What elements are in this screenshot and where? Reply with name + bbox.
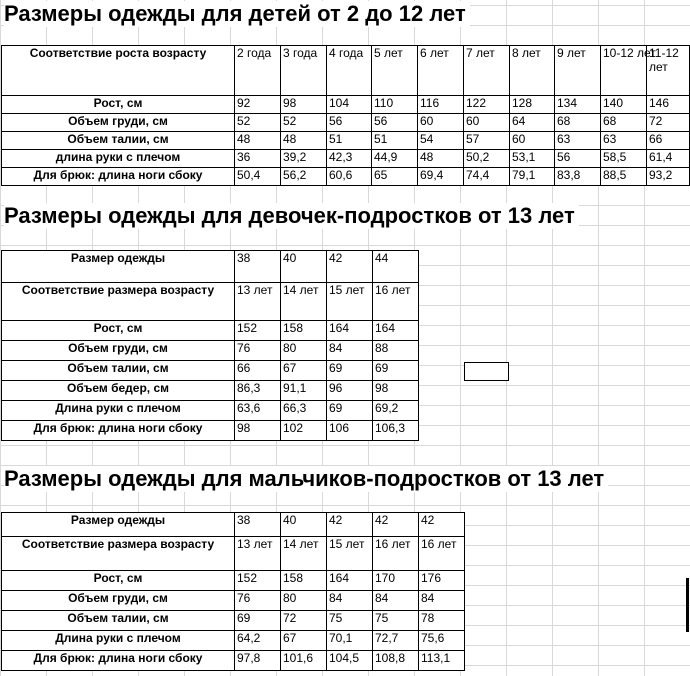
kids-value-cell[interactable]: 39,2 — [281, 150, 327, 168]
kids-header-row — [2, 46, 690, 96]
kids-value-cell[interactable]: 128 — [510, 96, 555, 114]
kids-value-cell[interactable]: 66 — [647, 132, 690, 150]
kids-value-cell[interactable]: 44,9 — [372, 150, 418, 168]
kids-row-label[interactable]: Рост, см — [2, 96, 235, 114]
girls-row-height — [2, 321, 419, 341]
kids-row-label[interactable]: Для брюк: длина ноги сбоку — [2, 168, 235, 186]
kids-value-cell[interactable]: 110 — [372, 96, 418, 114]
girls-age-cell[interactable]: 14 лет — [281, 283, 327, 321]
kids-value-cell[interactable]: 56 — [327, 114, 372, 132]
kids-value-cell[interactable]: 56 — [372, 114, 418, 132]
boys-value-cell[interactable]: 75 — [327, 611, 373, 631]
boys-age-cell[interactable]: 14 лет — [281, 537, 327, 571]
boys-size-cell[interactable]: 42 — [373, 513, 419, 537]
boys-value-cell[interactable]: 158 — [281, 571, 327, 591]
boys-size-cell[interactable]: 42 — [327, 513, 373, 537]
kids-value-cell[interactable]: 68 — [601, 114, 647, 132]
kids-value-cell[interactable]: 104 — [327, 96, 372, 114]
kids-age-cell[interactable]: 9 лет — [555, 46, 601, 96]
girls-value-cell[interactable]: 91,1 — [281, 381, 327, 401]
boys-value-cell[interactable]: 70,1 — [327, 631, 373, 651]
girls-value-cell[interactable]: 80 — [281, 341, 327, 361]
girls-value-cell[interactable]: 66,3 — [281, 401, 327, 421]
girls-value-cell[interactable]: 106 — [327, 421, 373, 441]
girls-value-cell[interactable]: 76 — [235, 341, 281, 361]
kids-value-cell[interactable]: 72 — [647, 114, 690, 132]
kids-age-cell[interactable]: 8 лет — [510, 46, 555, 96]
kids-value-cell[interactable]: 48 — [235, 132, 281, 150]
girls-value-cell[interactable]: 98 — [235, 421, 281, 441]
kids-size-table — [1, 45, 690, 186]
girls-row-label[interactable]: Для брюк: длина ноги сбоку — [2, 421, 235, 441]
kids-value-cell[interactable]: 65 — [372, 168, 418, 186]
boys-value-cell[interactable]: 108,8 — [373, 651, 419, 671]
kids-value-cell[interactable]: 48 — [418, 150, 464, 168]
kids-row-chest — [2, 114, 690, 132]
boys-row-label[interactable]: Длина руки с плечом — [2, 631, 235, 651]
kids-value-cell[interactable]: 50,4 — [235, 168, 281, 186]
kids-row-label[interactable]: Объем талии, см — [2, 132, 235, 150]
girls-value-cell[interactable]: 84 — [327, 341, 373, 361]
girls-row-label[interactable]: Объем груди, см — [2, 341, 235, 361]
boys-value-cell[interactable]: 78 — [419, 611, 465, 631]
boys-value-cell[interactable]: 101,6 — [281, 651, 327, 671]
kids-age-cell[interactable]: 10-12 лет — [601, 46, 647, 96]
kids-value-cell[interactable]: 58,5 — [601, 150, 647, 168]
kids-value-cell[interactable]: 64 — [510, 114, 555, 132]
kids-value-cell[interactable]: 69,4 — [418, 168, 464, 186]
kids-age-cell[interactable]: 7 лет — [464, 46, 510, 96]
kids-age-cell[interactable]: 3 года — [281, 46, 327, 96]
girls-value-cell[interactable]: 67 — [281, 361, 327, 381]
kids-row-arm — [2, 150, 690, 168]
girls-age-cell[interactable]: 16 лет — [373, 283, 419, 321]
boys-size-row — [2, 513, 465, 537]
boys-size-table — [1, 512, 465, 671]
boys-age-row — [2, 537, 465, 571]
girls-age-cell[interactable]: 13 лет — [235, 283, 281, 321]
boys-row-label[interactable]: Для брюк: длина ноги сбоку — [2, 651, 235, 671]
boys-age-label[interactable]: Соответствие размера возрасту — [2, 537, 235, 571]
kids-age-cell[interactable]: 5 лет — [372, 46, 418, 96]
boys-value-cell[interactable]: 72 — [281, 611, 327, 631]
kids-value-cell[interactable]: 63 — [555, 132, 601, 150]
selected-cell[interactable] — [464, 362, 509, 381]
kids-value-cell[interactable]: 51 — [327, 132, 372, 150]
boys-value-cell[interactable]: 75,6 — [419, 631, 465, 651]
girls-size-label[interactable]: Размер одежды — [2, 251, 235, 283]
girls-value-cell[interactable]: 164 — [327, 321, 373, 341]
kids-value-cell[interactable]: 61,4 — [647, 150, 690, 168]
boys-row-label[interactable]: Объем талии, см — [2, 611, 235, 631]
boys-size-label[interactable]: Размер одежды — [2, 513, 235, 537]
kids-age-cell[interactable]: 2 года — [235, 46, 281, 96]
girls-value-cell[interactable]: 106,3 — [373, 421, 419, 441]
girls-value-cell[interactable]: 164 — [373, 321, 419, 341]
kids-value-cell[interactable]: 54 — [418, 132, 464, 150]
kids-value-cell[interactable]: 88,5 — [601, 168, 647, 186]
girls-value-cell[interactable]: 86,3 — [235, 381, 281, 401]
girls-age-row — [2, 283, 419, 321]
girls-row-waist — [2, 361, 419, 381]
boys-value-cell[interactable]: 80 — [281, 591, 327, 611]
boys-age-cell[interactable]: 16 лет — [419, 537, 465, 571]
boys-size-cell[interactable]: 40 — [281, 513, 327, 537]
boys-value-cell[interactable]: 164 — [327, 571, 373, 591]
boys-age-cell[interactable]: 15 лет — [327, 537, 373, 571]
boys-value-cell[interactable]: 104,5 — [327, 651, 373, 671]
girls-value-cell[interactable]: 69 — [327, 401, 373, 421]
girls-size-cell[interactable]: 40 — [281, 251, 327, 283]
kids-value-cell[interactable]: 57 — [464, 132, 510, 150]
kids-value-cell[interactable]: 36 — [235, 150, 281, 168]
kids-value-cell[interactable]: 60 — [464, 114, 510, 132]
girls-value-cell[interactable]: 69 — [327, 361, 373, 381]
boys-size-cell[interactable]: 42 — [419, 513, 465, 537]
girls-value-cell[interactable]: 98 — [373, 381, 419, 401]
boys-value-cell[interactable]: 170 — [373, 571, 419, 591]
column-edge-marker — [686, 578, 689, 632]
girls-value-cell[interactable]: 69,2 — [373, 401, 419, 421]
boys-value-cell[interactable]: 84 — [373, 591, 419, 611]
girls-size-cell[interactable]: 44 — [373, 251, 419, 283]
boys-value-cell[interactable]: 75 — [373, 611, 419, 631]
boys-value-cell[interactable]: 76 — [235, 591, 281, 611]
kids-value-cell[interactable]: 93,2 — [647, 168, 690, 186]
kids-value-cell[interactable]: 50,2 — [464, 150, 510, 168]
kids-section-title: Размеры одежды для детей от 2 до 12 лет — [4, 1, 470, 27]
kids-row-label[interactable]: Объем груди, см — [2, 114, 235, 132]
kids-age-cell[interactable]: 11-12 лет — [647, 46, 690, 96]
kids-value-cell[interactable]: 60 — [418, 114, 464, 132]
girls-row-leg — [2, 421, 419, 441]
boys-value-cell[interactable]: 152 — [235, 571, 281, 591]
kids-value-cell[interactable]: 79,1 — [510, 168, 555, 186]
kids-value-cell[interactable]: 92 — [235, 96, 281, 114]
girls-size-table — [1, 250, 419, 441]
girls-row-label[interactable]: Длина руки с плечом — [2, 401, 235, 421]
kids-row-label[interactable]: длина руки с плечом — [2, 150, 235, 168]
kids-age-cell[interactable]: 4 года — [327, 46, 372, 96]
kids-value-cell[interactable]: 74,4 — [464, 168, 510, 186]
kids-value-cell[interactable]: 98 — [281, 96, 327, 114]
kids-value-cell[interactable]: 68 — [555, 114, 601, 132]
kids-value-cell[interactable]: 122 — [464, 96, 510, 114]
boys-age-cell[interactable]: 16 лет — [373, 537, 419, 571]
boys-value-cell[interactable]: 64,2 — [235, 631, 281, 651]
kids-value-cell[interactable]: 146 — [647, 96, 690, 114]
girls-row-chest — [2, 341, 419, 361]
kids-age-cell[interactable]: 6 лет — [418, 46, 464, 96]
boys-row-waist — [2, 611, 465, 631]
boys-value-cell[interactable]: 84 — [327, 591, 373, 611]
kids-value-cell[interactable]: 52 — [235, 114, 281, 132]
kids-value-cell[interactable]: 51 — [372, 132, 418, 150]
kids-row-waist — [2, 132, 690, 150]
kids-value-cell[interactable]: 116 — [418, 96, 464, 114]
girls-value-cell[interactable]: 69 — [373, 361, 419, 381]
kids-value-cell[interactable]: 48 — [281, 132, 327, 150]
kids-value-cell[interactable]: 56,2 — [281, 168, 327, 186]
girls-value-cell[interactable]: 66 — [235, 361, 281, 381]
girls-row-label[interactable]: Объем бедер, см — [2, 381, 235, 401]
boys-value-cell[interactable]: 84 — [419, 591, 465, 611]
boys-value-cell[interactable]: 67 — [281, 631, 327, 651]
boys-size-cell[interactable]: 38 — [235, 513, 281, 537]
boys-age-cell[interactable]: 13 лет — [235, 537, 281, 571]
kids-row-leg — [2, 168, 690, 186]
kids-header-label[interactable]: Соответствие роста возрасту — [2, 46, 235, 96]
boys-row-leg — [2, 651, 465, 671]
kids-value-cell[interactable]: 56 — [555, 150, 601, 168]
girls-row-arm — [2, 401, 419, 421]
girls-row-label[interactable]: Объем талии, см — [2, 361, 235, 381]
girls-age-label[interactable]: Соответствие размера возрасту — [2, 283, 235, 321]
kids-value-cell[interactable]: 140 — [601, 96, 647, 114]
girls-age-cell[interactable]: 15 лет — [327, 283, 373, 321]
kids-value-cell[interactable]: 63 — [601, 132, 647, 150]
girls-value-cell[interactable]: 88 — [373, 341, 419, 361]
kids-value-cell[interactable]: 53,1 — [510, 150, 555, 168]
kids-value-cell[interactable]: 42,3 — [327, 150, 372, 168]
girls-size-cell[interactable]: 38 — [235, 251, 281, 283]
boys-section-title: Размеры одежды для мальчиков-подростков от 13 лет — [4, 466, 608, 492]
girls-value-cell[interactable]: 63,6 — [235, 401, 281, 421]
boys-value-cell[interactable]: 97,8 — [235, 651, 281, 671]
girls-size-cell[interactable]: 42 — [327, 251, 373, 283]
boys-row-label[interactable]: Объем груди, см — [2, 591, 235, 611]
girls-value-cell[interactable]: 96 — [327, 381, 373, 401]
boys-value-cell[interactable]: 176 — [419, 571, 465, 591]
kids-row-height — [2, 96, 690, 114]
boys-row-arm — [2, 631, 465, 651]
kids-value-cell[interactable]: 52 — [281, 114, 327, 132]
kids-value-cell[interactable]: 60,6 — [327, 168, 372, 186]
girls-size-row — [2, 251, 419, 283]
kids-value-cell[interactable]: 83,8 — [555, 168, 601, 186]
girls-section-title: Размеры одежды для девочек-подростков от 13 лет — [4, 203, 579, 229]
girls-value-cell[interactable]: 102 — [281, 421, 327, 441]
boys-value-cell[interactable]: 72,7 — [373, 631, 419, 651]
kids-value-cell[interactable]: 134 — [555, 96, 601, 114]
boys-row-chest — [2, 591, 465, 611]
girls-row-hips — [2, 381, 419, 401]
boys-row-height — [2, 571, 465, 591]
boys-value-cell[interactable]: 113,1 — [419, 651, 465, 671]
girls-value-cell[interactable]: 152 — [235, 321, 281, 341]
kids-value-cell[interactable]: 60 — [510, 132, 555, 150]
boys-row-label[interactable]: Рост, см — [2, 571, 235, 591]
boys-value-cell[interactable]: 69 — [235, 611, 281, 631]
girls-value-cell[interactable]: 158 — [281, 321, 327, 341]
girls-row-label[interactable]: Рост, см — [2, 321, 235, 341]
